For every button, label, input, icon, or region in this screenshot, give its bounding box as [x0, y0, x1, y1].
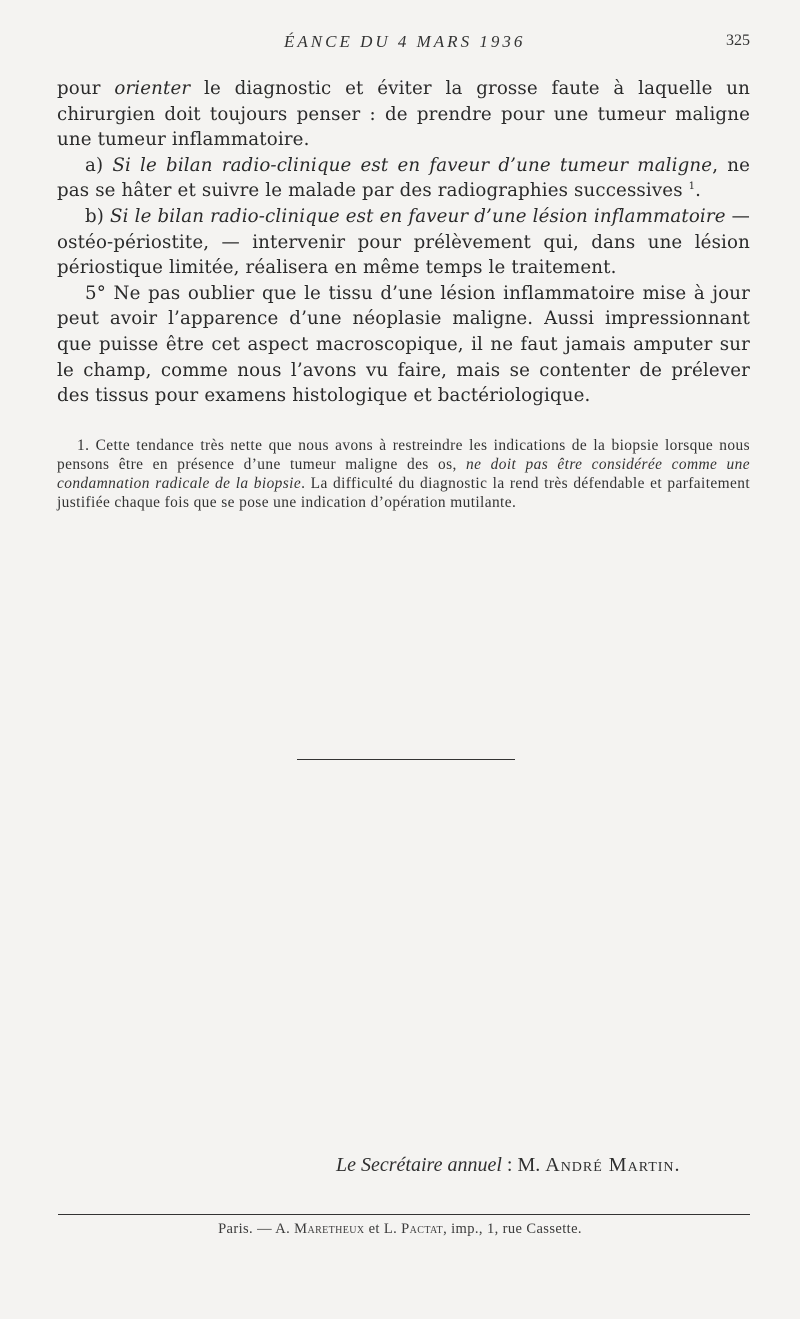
paragraph-a-tumeur-maligne: [57, 153, 750, 204]
footnote: [57, 436, 750, 512]
text-run: et L.: [364, 1221, 402, 1237]
text-run: le diagnostic et éviter la grosse faute à laquelle un chirurgien doit toujours penser : de prendre pour une tumeur maligne une tumeur inflammatoire.: [57, 78, 750, 151]
footnote-1: [57, 436, 750, 512]
text-run: — ostéo-périostite, — intervenir pour prélèvement qui, dans une lésion périostique limitée, réalisera en même temps le traitement.: [57, 205, 750, 279]
signature-line: [336, 1154, 756, 1177]
paragraph-orienter: [57, 76, 750, 153]
italic-run: Si le bilan radio-clinique est en faveur d’une lésion inflammatoire: [110, 205, 726, 227]
item-marker: a): [85, 154, 113, 176]
text-run: :: [501, 1154, 518, 1176]
printer-name: Pactat: [401, 1221, 444, 1237]
paragraph-5-ne-pas-oublier: 5° Ne pas oublier que le tissu d’une lésion inflammatoire mise à jour peut avoir l’apparence d’une néoplasie maligne. Aussi impressionnant que puisse être cet aspect macroscopique, il ne faut jamais amputer sur le champ, comme nous l’avons vu faire, mais se contenter de prélever des tissus pour examens histologique et bactériologique.: [57, 282, 750, 407]
signature-name: André Martin: [545, 1154, 675, 1176]
text-run: , ne pas se hâter et suivre le malade par des radiographies successives: [57, 154, 751, 202]
footnote-marker: 1: [688, 181, 696, 193]
item-marker: b): [85, 205, 111, 227]
text-run: . La difficulté du diagnostic la rend très défendable et parfaitement justifiée chaque fois que se pose une indication d’opération mutilante.: [57, 475, 750, 511]
text-run: pour: [57, 78, 115, 99]
main-text: [57, 76, 750, 409]
text-run: Paris. — A.: [218, 1221, 295, 1237]
signature-role: Le Secrétaire annuel: [336, 1154, 502, 1176]
section-separator: [297, 759, 515, 760]
running-title: ÉANCE DU 4 MARS 1936: [284, 32, 526, 51]
running-header: [0, 32, 800, 56]
italic-run: orienter: [114, 78, 191, 99]
printer-imprint: [0, 1221, 800, 1238]
text-run: .: [695, 180, 702, 202]
text-run: .: [674, 1154, 680, 1176]
italic-run: ne doit pas être considérée comme une condamnation radicale de la biopsie: [57, 456, 750, 492]
printer-name: Maretheux: [294, 1221, 365, 1237]
text-run: M.: [517, 1154, 546, 1176]
paragraph-b-lesion-inflammatoire: [57, 204, 750, 281]
page-number: 325: [726, 32, 750, 49]
text-run: 1. Cette tendance très nette que nous avons à restreindre les indications de la biopsie lorsque nous pensons être en présence d’une tumeur maligne des os,: [57, 437, 750, 473]
text-run: , imp., 1, rue Cassette.: [443, 1221, 582, 1237]
italic-run: Si le bilan radio-clinique est en faveur d’une tumeur maligne: [112, 154, 713, 176]
bottom-rule: [58, 1214, 750, 1215]
